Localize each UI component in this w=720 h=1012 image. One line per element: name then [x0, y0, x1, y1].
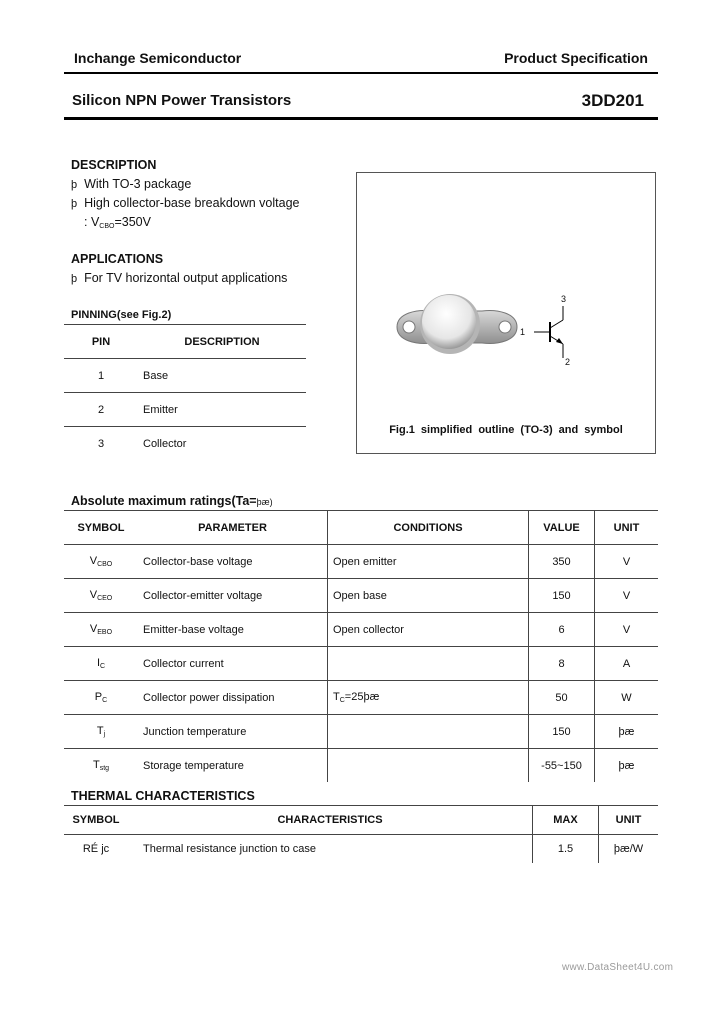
table-row: 3 Collector: [97, 437, 187, 450]
figure-box: [356, 172, 656, 454]
watermark: www.DataSheet4U.com: [562, 962, 674, 973]
table-row: 2 Emitter: [64, 393, 306, 427]
abs-max-table: [64, 511, 658, 782]
thermal-title: THERMAL CHARACTERISTICS: [71, 789, 255, 803]
table-row: $V_{EBO}$ Emitter-base voltage Open collector 6 V: [64, 613, 658, 647]
applications-title: APPLICATIONS: [71, 252, 164, 266]
description-bullet-2: þ High collector-base breakdown voltage: [71, 196, 300, 210]
table-row: $V_{CEO}$ Collector-emitter voltage Open base 150 V: [64, 579, 658, 613]
pin-label-collector: 3: [561, 294, 567, 304]
figure-caption: Fig.1 simplified outline (TO-3) and symbol: [389, 424, 623, 436]
header-rule-top: [64, 72, 658, 74]
table-row: $T_{stg}$ Storage temperature -55~150 þæ: [64, 749, 658, 783]
breakdown-voltage: : $V_{CBO}=350V$: [84, 215, 151, 230]
applications-bullet-1: þ For TV horizontal output applications: [71, 271, 288, 285]
doc-type: Product Specification: [504, 50, 648, 66]
table-row: $V_{CBO}$ Collector-base voltage Open emitter 350 V: [64, 545, 658, 579]
header-rule-bottom: [64, 117, 658, 120]
bullet-icon: þ: [71, 179, 78, 191]
description-title: DESCRIPTION: [71, 158, 157, 172]
description-bullet-1: þ With TO-3 package: [71, 177, 192, 191]
table-row: RÉ jc Thermal resistance junction to case 1.5 þæ/W: [64, 835, 658, 864]
pin-label-base: 1: [520, 327, 526, 337]
table-header-row: SYMBOL CHARACTERISTICS MAX UNIT: [64, 806, 658, 835]
bullet-icon: þ: [71, 273, 78, 285]
pin-label-emitter: 2: [565, 357, 571, 367]
company-name: Inchange Semiconductor: [74, 50, 242, 66]
table-header-row: PIN DESCRIPTION: [64, 325, 306, 359]
bullet-icon: þ: [71, 198, 78, 210]
product-line: Silicon NPN Power Transistors: [72, 92, 292, 109]
pinning-table: [64, 325, 306, 460]
abs-max-title: Absolute maximum ratings(Ta=þæ): [71, 494, 273, 508]
part-number: 3DD201: [581, 91, 644, 110]
table-row: 1 Base: [64, 359, 306, 393]
pinning-title: PINNING(see Fig.2): [71, 309, 172, 321]
to3-package-image: [357, 173, 655, 453]
table-row: $P_C$ Collector power dissipation $T_C=25þæ$ 50 W: [64, 681, 658, 715]
table-row: $T_j$ Junction temperature 150 þæ: [64, 715, 658, 749]
table-header-row: SYMBOL PARAMETER CONDITIONS VALUE UNIT: [64, 511, 658, 545]
thermal-table: [64, 806, 658, 863]
table-row: $I_C$ Collector current 8 A: [64, 647, 658, 681]
